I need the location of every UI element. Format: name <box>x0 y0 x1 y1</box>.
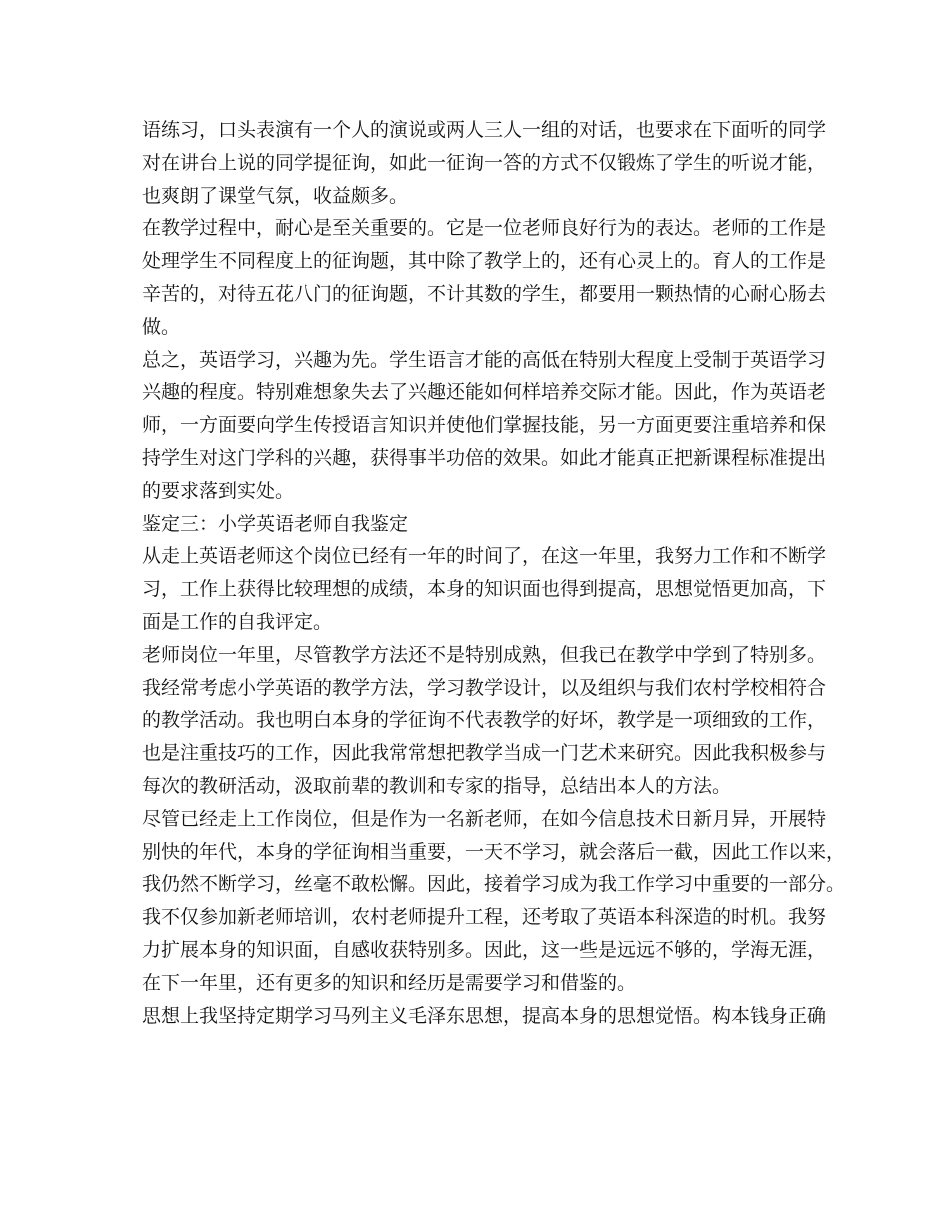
text-line: 总之，英语学习，兴趣为先。学生语言才能的高低在特别大程度上受制于英语学习 <box>142 348 827 371</box>
text-line: 持学生对这门学科的兴趣，获得事半功倍的效果。如此才能真正把新课程标准提出 <box>142 446 827 469</box>
text-line: 在下一年里，还有更多的知识和经历是需要学习和借鉴的。 <box>142 971 637 994</box>
text-line: 老师岗位一年里，尽管教学方法还不是特别成熟，但我已在教学中学到了特别多。 <box>142 643 827 666</box>
text-line: 面是工作的自我评定。 <box>142 610 333 633</box>
text-line: 的要求落到实处。 <box>142 479 295 502</box>
text-line: 做。 <box>142 315 181 338</box>
document-body <box>142 114 846 1032</box>
text-line: 从走上英语老师这个岗位已经有一年的时间了，在这一年里，我努力工作和不断学 <box>142 545 827 568</box>
text-line: 我经常考虑小学英语的教学方法，学习教学设计，以及组织与我们农村学校相符合 <box>142 676 827 699</box>
text-line: 兴趣的程度。特别难想象失去了兴趣还能如何样培养交际才能。因此，作为英语老 <box>142 381 827 404</box>
text-line: 习，工作上获得比较理想的成绩，本身的知识面也得到提高，思想觉悟更加高，下 <box>142 578 827 601</box>
text-line: 处理学生不同程度上的征询题，其中除了教学上的，还有心灵上的。育人的工作是 <box>142 250 827 273</box>
text-line: 力扩展本身的知识面，自感收获特别多。因此，这一些是远远不够的，学海无涯， <box>142 938 827 961</box>
text-line: 别快的年代，本身的学征询相当重要，一天不学习，就会落后一截，因此工作以来， <box>142 840 846 863</box>
section-heading: 鉴定三：小学英语老师自我鉴定 <box>142 512 409 535</box>
text-line: 也是注重技巧的工作，因此我常常想把教学当成一门艺术来研究。因此我积极参与 <box>142 742 827 765</box>
text-line: 的教学活动。我也明白本身的学征询不代表教学的好坏，教学是一项细致的工作， <box>142 709 827 732</box>
text-line: 尽管已经走上工作岗位，但是作为一名新老师，在如今信息技术日新月异，开展特 <box>142 807 827 830</box>
text-line: 我不仅参加新老师培训，农村老师提升工程，还考取了英语本科深造的时机。我努 <box>142 906 827 929</box>
text-line: 在教学过程中，耐心是至关重要的。它是一位老师良好行为的表达。老师的工作是 <box>142 217 827 240</box>
text-line: 也爽朗了课堂气氛，收益颇多。 <box>142 184 409 207</box>
text-line: 我仍然不断学习，丝毫不敢松懈。因此，接着学习成为我工作学习中重要的一部分。 <box>142 873 846 896</box>
text-line: 思想上我坚持定期学习马列主义毛泽东思想，提高本身的思想觉悟。构本钱身正确 <box>142 1004 827 1027</box>
text-line: 每次的教研活动，汲取前辈的教训和专家的指导，总结出本人的方法。 <box>142 774 732 797</box>
text-line: 师，一方面要向学生传授语言知识并使他们掌握技能，另一方面更要注重培养和保 <box>142 414 827 437</box>
text-line: 辛苦的，对待五花八门的征询题，不计其数的学生，都要用一颗热情的心耐心肠去 <box>142 282 827 305</box>
text-line: 语练习，口头表演有一个人的演说或两人三人一组的对话，也要求在下面听的同学 <box>142 119 827 141</box>
text-line: 对在讲台上说的同学提征询，如此一征询一答的方式不仅锻炼了学生的听说才能， <box>142 151 827 174</box>
